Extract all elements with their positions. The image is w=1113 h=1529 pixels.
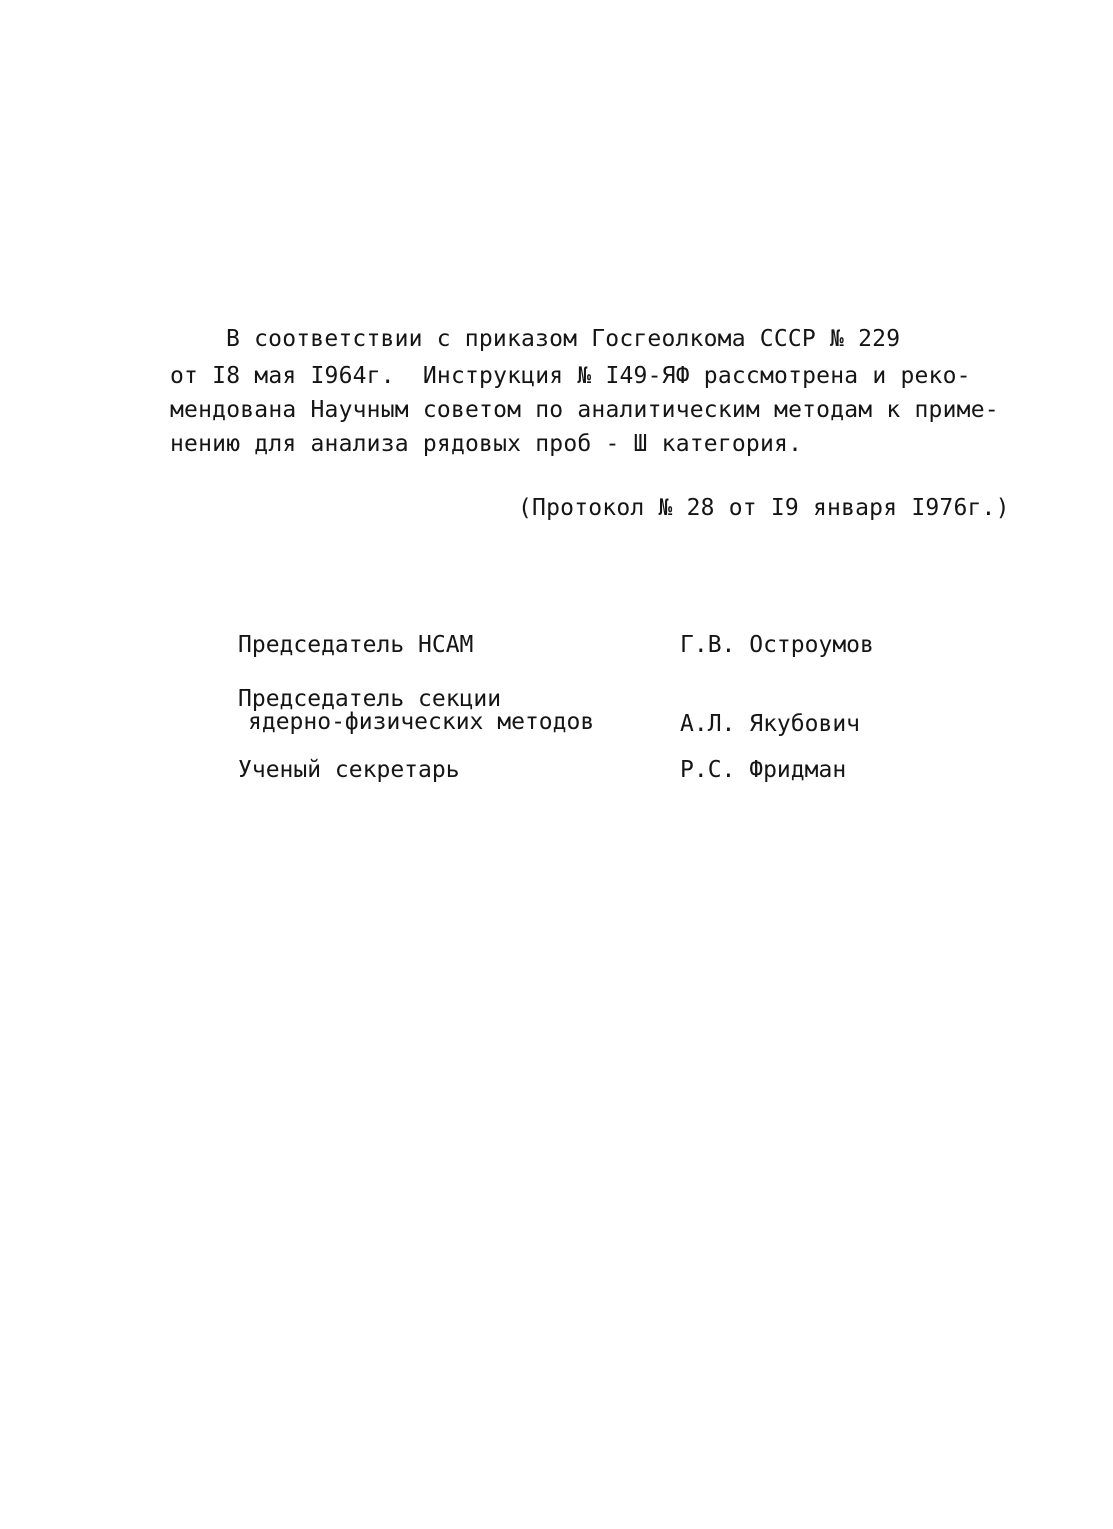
signatory-role-continued: ядерно-физических методов — [248, 709, 595, 735]
protocol-reference: (Протокол № 28 от I9 января I976г.) — [518, 495, 1010, 521]
approval-text-line: нению для анализа рядовых проб - Ш категория. — [170, 431, 803, 457]
signatory-role: Председатель НСАМ — [238, 632, 474, 658]
signatory-name: А.Л. Якубович — [680, 711, 861, 737]
signatory-name: Р.С. Фридман — [680, 757, 847, 783]
approval-text-line: мендована Научным советом по аналитическим методам к приме- — [170, 397, 999, 423]
approval-text-line: В соответствии с приказом Госгеолкома СССР № 229 — [226, 326, 901, 352]
signatory-name: Г.В. Остроумов — [680, 632, 874, 658]
approval-text-line: от I8 мая I964г. Инструкция № I49-ЯФ рассмотрена и реко- — [170, 363, 971, 389]
signatory-role: Председатель секции — [238, 686, 502, 712]
signatory-role: Ученый секретарь — [238, 757, 460, 783]
